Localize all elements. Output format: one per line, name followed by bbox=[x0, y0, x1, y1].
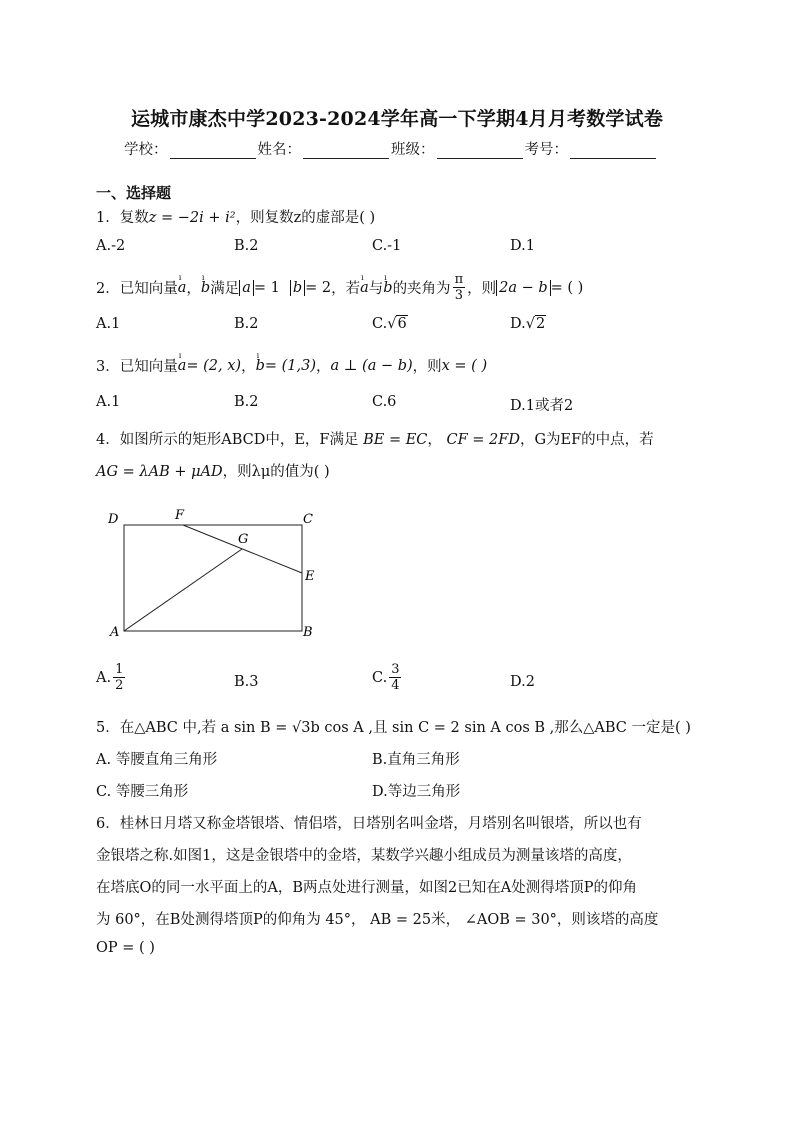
q5-option-c[interactable]: C. 等腰三角形 bbox=[96, 784, 189, 800]
number-label: 考号： bbox=[524, 142, 568, 158]
q4-option-a-fraction bbox=[113, 662, 125, 693]
q4-option-b[interactable]: B.3 bbox=[234, 674, 259, 690]
rectangle-abcd-figure bbox=[100, 505, 330, 645]
q3-text-sep: ， bbox=[316, 359, 331, 375]
name-label: 姓名： bbox=[257, 142, 301, 158]
abs-b: b bbox=[290, 280, 305, 296]
q1-text-a: 1．复数 bbox=[96, 210, 149, 226]
q5-option-a[interactable]: A. 等腰直角三角形 bbox=[96, 752, 218, 768]
q2-text-c: 满足 bbox=[210, 281, 240, 297]
q4-option-c-num: 3 bbox=[391, 662, 400, 677]
q2-text-f: 的夹角为 bbox=[392, 281, 451, 297]
q3-text-a: 3．已知向量 bbox=[96, 359, 178, 375]
abs-2a-minus-b: 2a − b bbox=[496, 280, 551, 296]
vector-b-2: ı b bbox=[383, 272, 393, 296]
q4-option-c-den: 4 bbox=[391, 678, 400, 693]
question-6-line-1: 6．桂林日月塔又称金塔银塔、情侣塔，日塔别名叫金塔，月塔别名叫银塔，所以也有 bbox=[96, 816, 642, 832]
q1-option-a[interactable]: A.-2 bbox=[96, 238, 126, 254]
label-d: D bbox=[108, 512, 119, 527]
q1-option-d[interactable]: D.1 bbox=[510, 238, 535, 254]
q3-vector-a: ı a bbox=[177, 350, 187, 374]
question-1 bbox=[96, 206, 375, 227]
q1-formula: z = −2i + i² bbox=[148, 210, 236, 226]
q2-option-c-label: C. bbox=[372, 316, 388, 332]
q2-option-b[interactable]: B.2 bbox=[234, 316, 259, 332]
question-2 bbox=[96, 272, 583, 303]
q5-option-b[interactable]: B.直角三角形 bbox=[372, 752, 460, 768]
label-b: B bbox=[303, 625, 313, 640]
q4-option-c-label: C. bbox=[372, 669, 388, 686]
q3-text-b: ， bbox=[241, 359, 256, 375]
q2-eq2: = 2 bbox=[305, 279, 332, 296]
q4-line2-tail: ，则λμ的值为( ) bbox=[222, 464, 330, 480]
class-blank[interactable] bbox=[437, 144, 523, 159]
q2-option-a[interactable]: A.1 bbox=[96, 316, 121, 332]
vector-b: ı b bbox=[200, 272, 211, 296]
q2-text-b: ， bbox=[186, 281, 201, 297]
q4-line1: 4．如图所示的矩形ABCD中，E，F满足 bbox=[96, 432, 359, 448]
rectangle-abcd bbox=[124, 525, 302, 631]
q1-text-b: ，则复数z的虚部是( ) bbox=[235, 210, 376, 226]
question-3 bbox=[96, 350, 488, 376]
name-blank[interactable] bbox=[303, 144, 389, 159]
question-5: 5．在△ABC 中,若 a sin B = √3b cos A ,且 sin C = 2 sin A cos B ,那么△ABC 一定是( ) bbox=[96, 720, 691, 736]
q3-option-b[interactable]: B.2 bbox=[234, 394, 259, 410]
q4-eq1: BE = EC bbox=[363, 432, 428, 448]
q2-option-c-radicand: 6 bbox=[397, 316, 407, 332]
question-6-line-2: 金银塔之称.如图1，这是金银塔中的金塔，某数学兴趣小组成员为测量该塔的高度， bbox=[96, 848, 632, 864]
vector-a: ı a bbox=[177, 272, 187, 296]
q4-option-a-label: A. bbox=[96, 669, 112, 686]
question-6-line-3: 在塔底O的同一水平面上的A，B两点处进行测量，如图2已知在A处测得塔顶P的仰角 bbox=[96, 880, 637, 896]
label-c: C bbox=[303, 512, 313, 527]
school-blank[interactable] bbox=[170, 144, 256, 159]
q3-vector-b: ı b bbox=[255, 350, 265, 374]
q4-option-d[interactable]: D.2 bbox=[510, 674, 535, 690]
segment-ag bbox=[124, 549, 242, 631]
question-6-line-4: 为 60°，在B处测得塔顶P的仰角为 45°， AB = 25米， ∠AOB = 30°，则该塔的高度 bbox=[96, 912, 659, 928]
question-4-line-2 bbox=[96, 460, 330, 481]
q5-option-d[interactable]: D.等边三角形 bbox=[372, 784, 461, 800]
q4-line2: AG = λAB + μAD bbox=[96, 464, 223, 480]
q2-frac-den: 3 bbox=[454, 288, 463, 303]
q3-option-d[interactable]: D.1或者2 bbox=[510, 398, 574, 414]
vector-a-2: ı a bbox=[360, 272, 369, 296]
abs-a: a bbox=[239, 280, 254, 296]
q2-text-d: ，若 bbox=[331, 281, 361, 297]
q4-eq2: CF = 2FD bbox=[446, 432, 520, 448]
class-label: 班级： bbox=[391, 142, 435, 158]
label-f: F bbox=[175, 508, 185, 523]
q3-perp-expr: a ⊥ (a − b) bbox=[330, 357, 413, 374]
q3-option-c[interactable]: C.6 bbox=[372, 394, 397, 410]
school-label: 学校： bbox=[124, 142, 168, 158]
q2-text-a: 2．已知向量 bbox=[96, 281, 178, 297]
number-blank[interactable] bbox=[570, 144, 656, 159]
q2-angle-fraction bbox=[453, 272, 466, 303]
q2-frac-num: π bbox=[454, 272, 464, 287]
q3-eq-b: = (1,3) bbox=[264, 357, 317, 374]
q3-text-c: ，则 bbox=[412, 359, 442, 375]
label-a: A bbox=[110, 625, 120, 640]
q2-option-c-sqrt: √6 bbox=[387, 316, 407, 332]
q1-option-c[interactable]: C.-1 bbox=[372, 238, 402, 254]
q4-option-c-fraction bbox=[389, 662, 401, 693]
q2-option-d-radicand: 2 bbox=[535, 316, 546, 332]
label-g: G bbox=[238, 532, 249, 547]
q2-eq1: = 1 bbox=[253, 279, 280, 296]
q2-option-d-sqrt: √2 bbox=[525, 316, 546, 332]
q4-option-a-num: 1 bbox=[115, 662, 124, 677]
question-4-line-1: 4．如图所示的矩形ABCD中，E，F满足 BE = EC， CF = 2FD，G为EF的中点，若 bbox=[96, 432, 654, 448]
q2-text-e: 与 bbox=[368, 281, 384, 297]
q4-option-a-den: 2 bbox=[115, 678, 124, 693]
q3-eq-a: = (2, x) bbox=[186, 357, 242, 374]
question-6-line-5: OP = ( ) bbox=[96, 940, 155, 956]
q2-option-d[interactable] bbox=[510, 316, 546, 332]
student-info-row bbox=[124, 138, 658, 159]
q3-eq-x: x = ( ) bbox=[441, 357, 488, 374]
q2-text-g: ，则 bbox=[467, 281, 497, 297]
q4-option-c[interactable] bbox=[372, 662, 403, 693]
q1-option-b[interactable]: B.2 bbox=[234, 238, 259, 254]
q4-line1-tail: ，G为EF的中点，若 bbox=[519, 432, 654, 448]
q2-option-c[interactable] bbox=[372, 316, 408, 332]
label-e: E bbox=[305, 569, 315, 584]
q3-option-a[interactable]: A.1 bbox=[96, 394, 121, 410]
q4-option-a[interactable] bbox=[96, 662, 127, 693]
q2-text-h: = ( ) bbox=[550, 279, 584, 296]
q2-option-d-label: D. bbox=[510, 316, 526, 332]
exam-title: 运城市康杰中学2023-2024学年高一下学期4月月考数学试卷 bbox=[130, 108, 664, 130]
section-heading: 一、选择题 bbox=[96, 184, 172, 202]
